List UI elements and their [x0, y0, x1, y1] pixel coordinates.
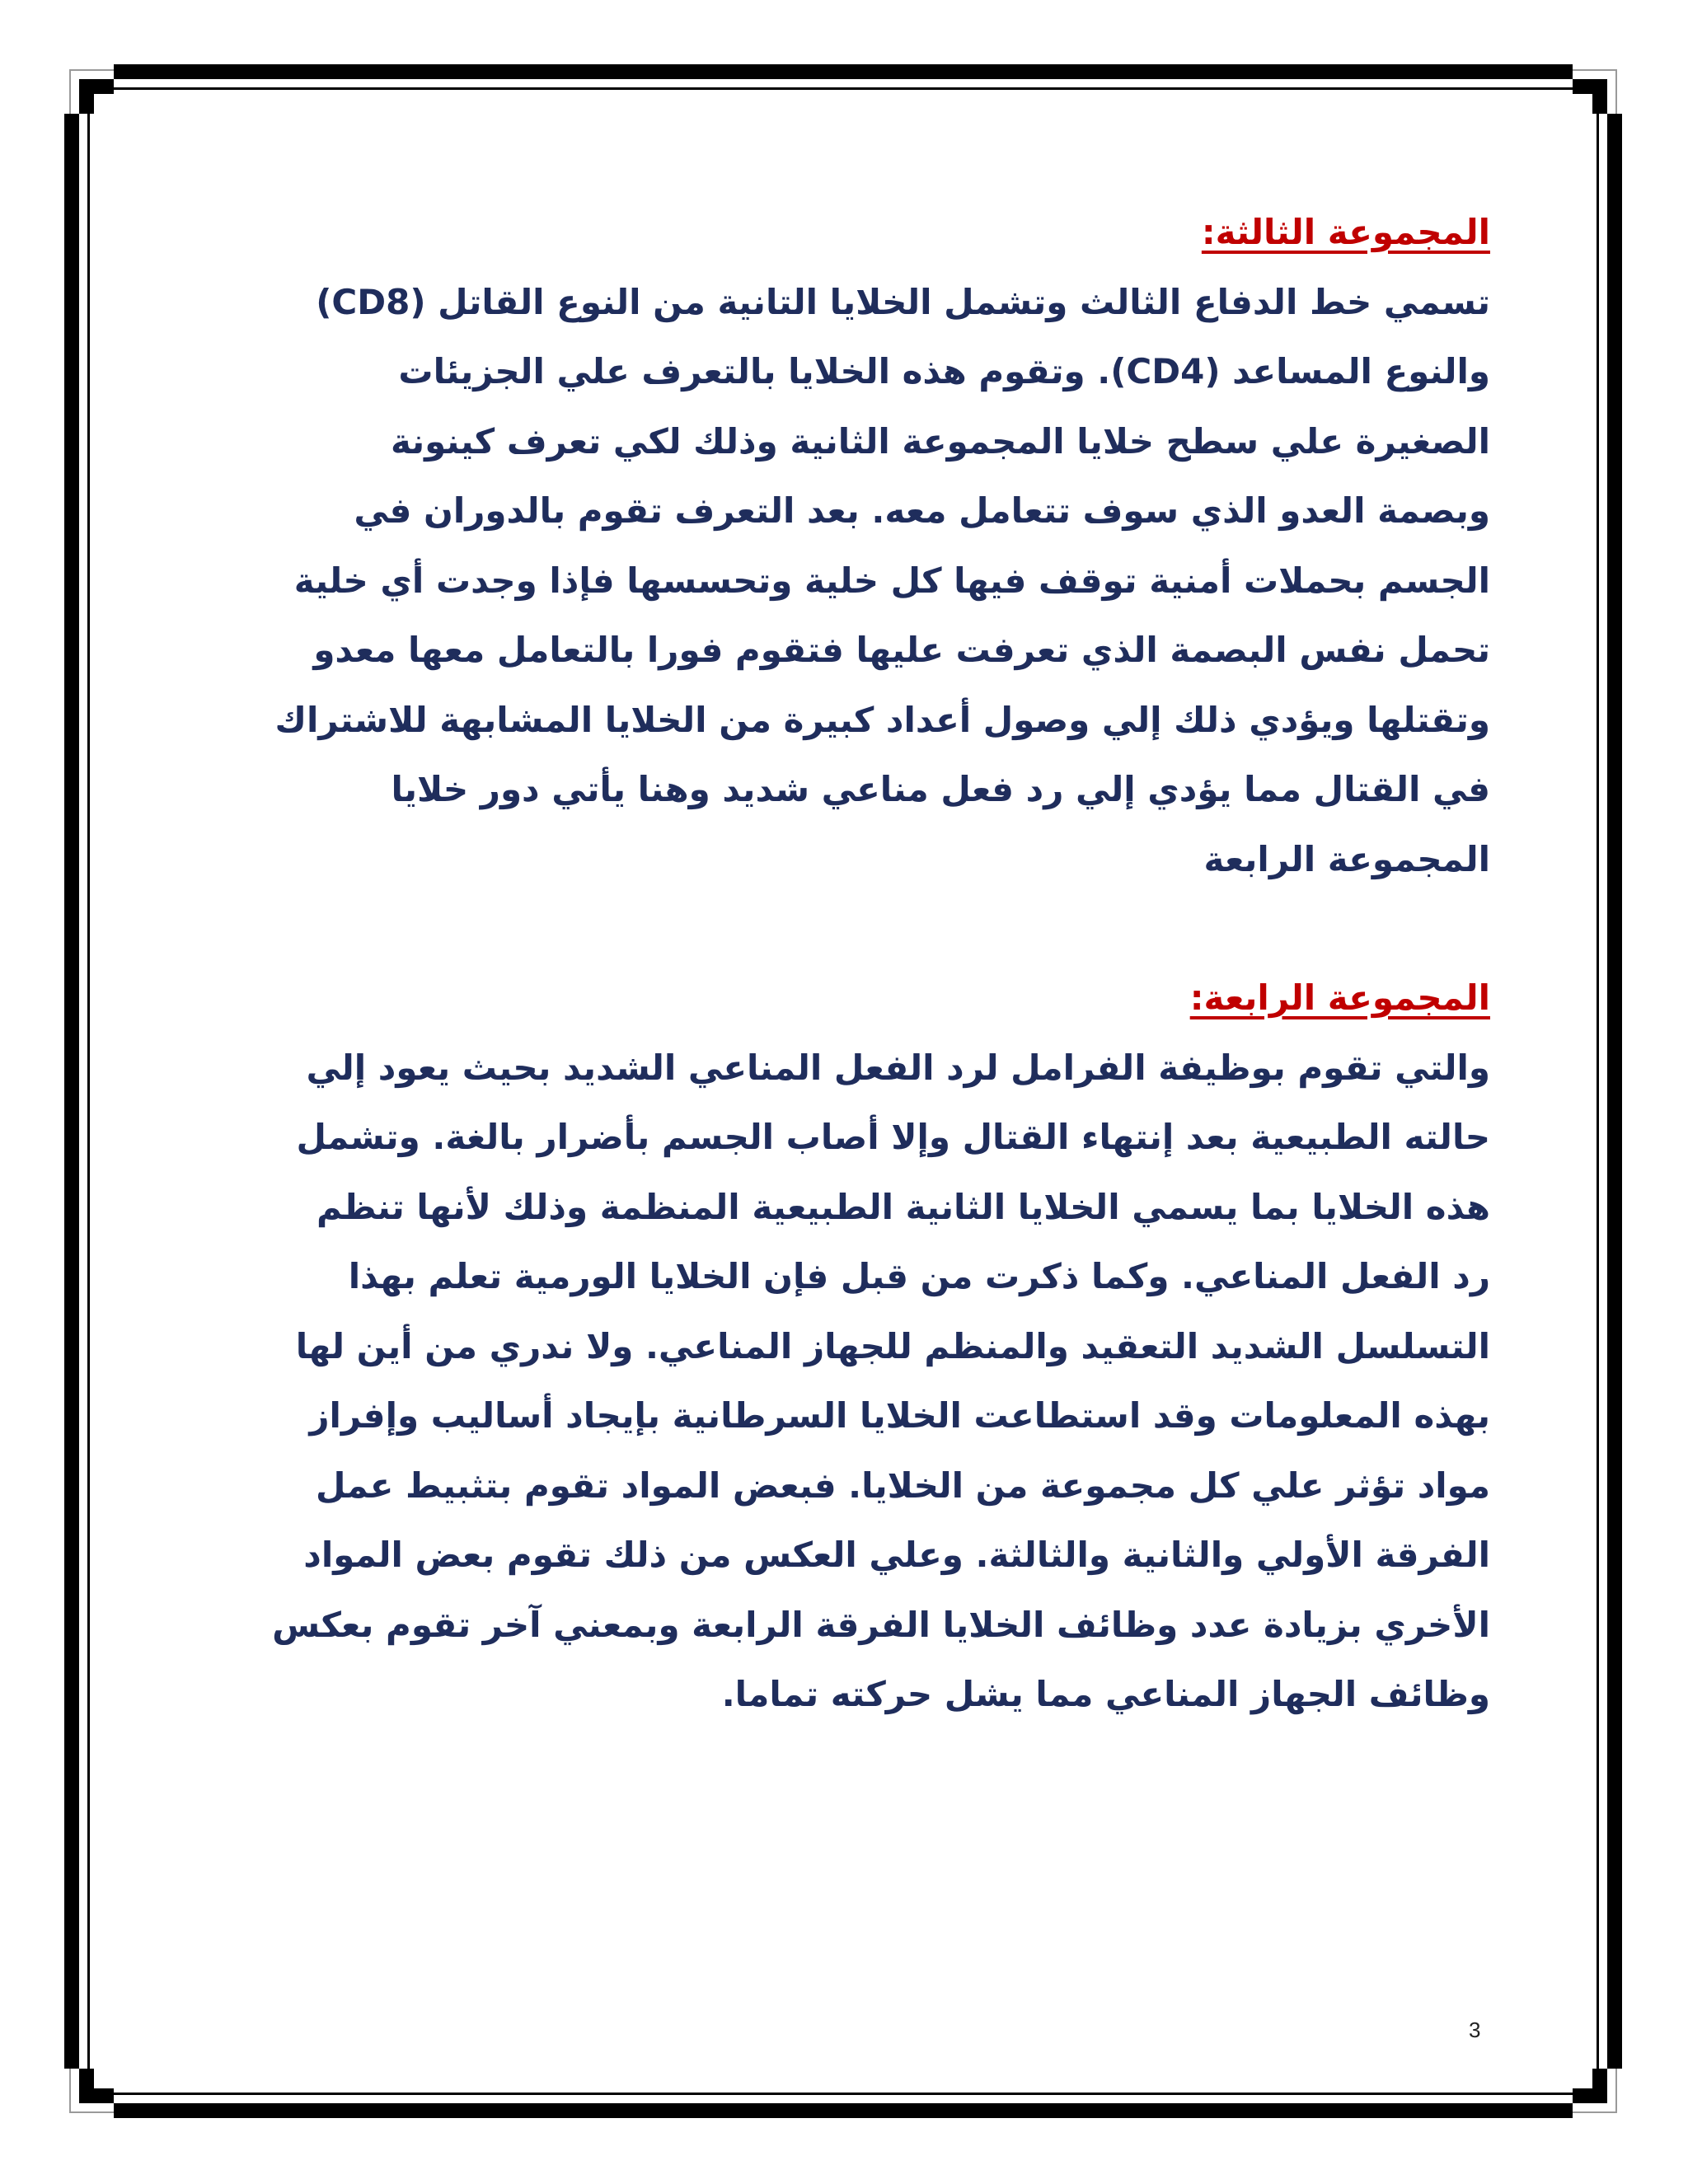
paragraph-line: مواد تؤثر علي كل مجموعة من الخلايا. فبعض المواد تقوم بتثبيط عمل — [316, 1465, 1490, 1506]
page-number: 3 — [1469, 2018, 1481, 2042]
paragraph-line: المجموعة الرابعة — [1203, 838, 1490, 879]
border-left-bar — [64, 114, 79, 2069]
paragraph-line: والنوع المساعد (CD4). وتقوم هذه الخلايا بالتعرف علي الجزيئات — [398, 351, 1490, 391]
border-top-bar — [114, 64, 1573, 79]
paragraph-line: وظائف الجهاز المناعي مما يشل حركته تماما. — [721, 1674, 1490, 1714]
paragraph-line: الصغيرة علي سطح خلايا المجموعة الثانية وذلك لكي تعرف كينونة — [390, 420, 1490, 462]
paragraph-line: الأخري بزيادة عدد وظائف الخلايا الفرقة الرابعة وبمعني آخر تقوم بعكس — [272, 1604, 1490, 1645]
border-bottom-bar — [114, 2103, 1573, 2118]
section-spacer — [198, 894, 1490, 963]
paragraph-line: تسمي خط الدفاع الثالث وتشمل الخلايا التانية من النوع القاتل (CD8) — [316, 281, 1490, 322]
paragraph-line: حالته الطبيعية بعد إنتهاء القتال وإلا أصاب الجسم بأضرار بالغة. وتشمل — [296, 1117, 1490, 1157]
paragraph-line: في القتال مما يؤدي إلي رد فعل مناعي شديد وهنا يأتي دور خلايا — [391, 769, 1490, 809]
paragraph-line: تحمل نفس البصمة الذي تعرفت عليها فتقوم فورا بالتعامل معها معدو — [313, 630, 1490, 670]
paragraph-line: الجسم بحملات أمنية توقف فيها كل خلية وتحسسها فإذا وجدت أي خلية — [293, 560, 1490, 601]
paragraph-line: الفرقة الأولي والثانية والثالثة. وعلي العكس من ذلك تقوم بعض المواد — [303, 1535, 1490, 1575]
paragraph-line: هذه الخلايا بما يسمي الخلايا الثانية الطبيعية المنظمة وذلك لأنها تنظم — [316, 1186, 1490, 1227]
section-3-heading: المجموعة الثالثة: — [1201, 212, 1490, 252]
section-4-paragraph — [198, 1033, 1490, 1730]
paragraph-line: بهذه المعلومات وقد استطاعت الخلايا السرطانية بإيجاد أساليب وإفراز — [309, 1395, 1490, 1436]
paragraph-line: وبصمة العدو الذي سوف تتعامل معه. بعد التعرف تقوم بالدوران في — [354, 490, 1490, 531]
paragraph-line: والتي تقوم بوظيفة الفرامل لرد الفعل المناعي الشديد بحيث يعود إلي — [306, 1047, 1490, 1088]
paragraph-line: رد الفعل المناعي. وكما ذكرت من قبل فإن الخلايا الورمية تعلم بهذا — [348, 1256, 1490, 1296]
document-body — [198, 198, 1490, 1730]
paragraph-line: التسلسل الشديد التعقيد والمنظم للجهاز المناعي. ولا ندري من أين لها — [295, 1325, 1490, 1366]
paragraph-line: وتقتلها ويؤدي ذلك إلي وصول أعداد كبيرة من الخلايا المشابهة للاشتراك — [274, 699, 1490, 740]
section-4-heading: المجموعة الرابعة: — [1189, 977, 1490, 1018]
border-right-bar — [1607, 114, 1622, 2069]
section-3-paragraph — [198, 268, 1490, 895]
